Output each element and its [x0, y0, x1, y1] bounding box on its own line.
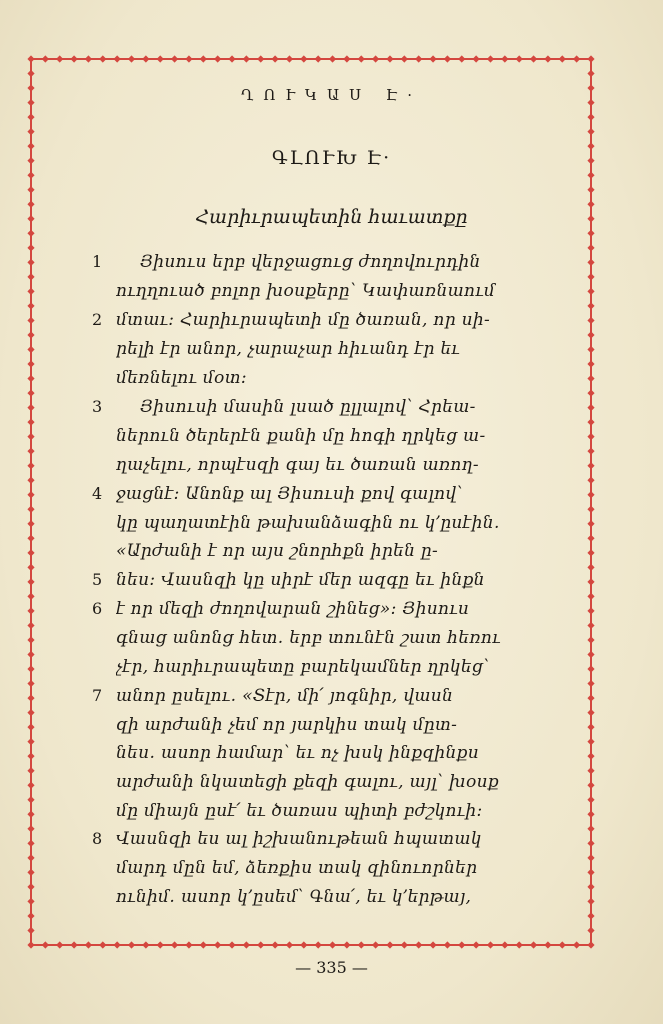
border-diamond	[587, 825, 594, 832]
border-diamond	[415, 55, 422, 62]
border-diamond	[27, 128, 34, 135]
border-diamond	[587, 724, 594, 731]
border-diamond	[530, 941, 537, 948]
border-diamond	[27, 636, 34, 643]
verse-number-8: 8	[92, 829, 103, 848]
text-line: նես․ ասոր համար՝ եւ ոչ խսկ ինքզինքս	[116, 743, 479, 763]
verse-number-3: 3	[92, 397, 103, 416]
border-diamond	[516, 941, 523, 948]
border-diamond	[386, 55, 393, 62]
section-title: Հարիւրապետին հաւատքը	[195, 206, 468, 228]
text-line: անոր ըսելու․ «Տէր, մի՛ յոգնիր, վասն	[116, 686, 454, 706]
border-diamond	[27, 840, 34, 847]
border-diamond	[587, 55, 594, 62]
border-diamond	[587, 273, 594, 280]
border-diamond	[587, 898, 594, 905]
verse-number-6: 6	[92, 599, 103, 618]
border-diamond	[587, 404, 594, 411]
border-diamond	[27, 578, 34, 585]
border-diamond	[587, 419, 594, 426]
border-diamond	[272, 941, 279, 948]
border-diamond	[587, 622, 594, 629]
border-diamond	[272, 55, 279, 62]
border-diamond	[27, 927, 34, 934]
border-diamond	[358, 941, 365, 948]
border-diamond	[587, 564, 594, 571]
text-line: Յիսուսի մասին լսած ըլլալով՝ Հրեա-	[140, 397, 476, 417]
border-diamond	[27, 535, 34, 542]
border-diamond	[587, 680, 594, 687]
border-diamond	[27, 520, 34, 527]
border-diamond	[200, 55, 207, 62]
border-diamond	[544, 941, 551, 948]
text-line: չէր, հարիւրապետը բարեկամներ ղրկեց՝	[116, 657, 490, 677]
border-diamond	[243, 55, 250, 62]
border-diamond	[228, 941, 235, 948]
border-diamond	[587, 854, 594, 861]
text-line: ղաչելու, որպէսզի գայ եւ ծառան առող-	[116, 455, 479, 475]
border-diamond	[587, 665, 594, 672]
border-diamond	[372, 941, 379, 948]
border-diamond	[401, 55, 408, 62]
border-diamond	[587, 506, 594, 513]
border-diamond	[27, 549, 34, 556]
border-diamond	[42, 941, 49, 948]
text-line: մտաւ։ Հարիւրապետի մը ծառան, որ սի-	[116, 310, 491, 330]
border-diamond	[286, 941, 293, 948]
border-diamond	[587, 912, 594, 919]
verse-number-5: 5	[92, 570, 103, 589]
text-line: մը միայն ըսէ՛ եւ ծառաս պիտի բժշկուի։	[116, 801, 483, 821]
border-diamond	[27, 825, 34, 832]
border-diamond	[587, 389, 594, 396]
border-diamond	[587, 535, 594, 542]
text-line: ներուն ծերերէն քանի մը հոգի ղրկեց ա-	[116, 426, 486, 446]
border-diamond	[587, 113, 594, 120]
border-diamond	[27, 607, 34, 614]
border-diamond	[85, 55, 92, 62]
border-diamond	[315, 941, 322, 948]
border-diamond	[444, 941, 451, 948]
border-diamond	[171, 55, 178, 62]
border-diamond	[85, 941, 92, 948]
border-diamond	[27, 564, 34, 571]
border-diamond	[27, 869, 34, 876]
border-diamond	[27, 360, 34, 367]
border-diamond	[358, 55, 365, 62]
border-diamond	[171, 941, 178, 948]
border-diamond	[444, 55, 451, 62]
border-diamond	[27, 317, 34, 324]
text-line: Վասնզի ես ալ իշխանութեան հպատակ	[116, 829, 482, 849]
border-diamond	[587, 753, 594, 760]
border-diamond	[473, 941, 480, 948]
border-diamond	[587, 360, 594, 367]
text-line: մեռնելու մօտ։	[116, 368, 247, 388]
border-diamond	[587, 346, 594, 353]
border-diamond	[473, 55, 480, 62]
text-line: ունիմ․ ասոր կ՚ըսեմ՝ Գնա՛, եւ կ՚երթայ,	[116, 887, 472, 907]
border-diamond	[142, 941, 149, 948]
border-diamond	[128, 55, 135, 62]
border-diamond	[27, 941, 34, 948]
border-diamond	[587, 128, 594, 135]
border-diamond	[559, 941, 566, 948]
border-diamond	[114, 941, 121, 948]
border-diamond	[300, 55, 307, 62]
border-diamond	[587, 433, 594, 440]
border-diamond	[27, 593, 34, 600]
border-diamond	[27, 346, 34, 353]
border-diamond	[27, 811, 34, 818]
border-diamond	[27, 651, 34, 658]
border-diamond	[587, 651, 594, 658]
border-diamond	[587, 811, 594, 818]
border-diamond	[214, 55, 221, 62]
border-diamond	[27, 186, 34, 193]
border-diamond	[27, 898, 34, 905]
border-diamond	[27, 767, 34, 774]
border-diamond	[27, 753, 34, 760]
border-diamond	[329, 941, 336, 948]
border-diamond	[27, 288, 34, 295]
border-diamond	[27, 433, 34, 440]
border-diamond	[27, 854, 34, 861]
border-diamond	[27, 448, 34, 455]
border-diamond	[27, 375, 34, 382]
border-diamond	[587, 317, 594, 324]
border-diamond	[157, 941, 164, 948]
border-diamond	[544, 55, 551, 62]
text-line: «Արժանի է որ այս շնորհքն իրեն ը-	[116, 541, 439, 561]
border-diamond	[587, 927, 594, 934]
text-line: մարդ մըն եմ, ձեռքիս տակ զինուորներ	[116, 858, 478, 878]
border-diamond	[27, 477, 34, 484]
border-diamond	[27, 70, 34, 77]
border-diamond	[27, 506, 34, 513]
text-line: արժանի նկատեցի քեզի գալու, այլ՝ խօսք	[116, 772, 499, 792]
border-diamond	[114, 55, 121, 62]
text-line: զի արժանի չեմ որ յարկիս տակ մըտ-	[116, 715, 458, 735]
border-diamond	[458, 941, 465, 948]
border-diamond	[27, 782, 34, 789]
border-diamond	[128, 941, 135, 948]
text-line: ջացնէ։ Անոնք ալ Յիսուսի քով գալով՝	[116, 484, 463, 504]
border-diamond	[27, 404, 34, 411]
border-diamond	[27, 113, 34, 120]
border-diamond	[587, 549, 594, 556]
border-diamond	[329, 55, 336, 62]
border-diamond	[587, 491, 594, 498]
border-diamond	[185, 941, 192, 948]
running-head: ՂՈՒԿԱՍ Է·	[240, 86, 423, 104]
border-diamond	[27, 331, 34, 338]
border-diamond	[142, 55, 149, 62]
border-diamond	[587, 738, 594, 745]
verse-number-1: 1	[92, 252, 103, 271]
border-diamond	[587, 883, 594, 890]
border-diamond	[587, 186, 594, 193]
border-diamond	[27, 491, 34, 498]
verse-number-4: 4	[92, 484, 103, 503]
border-diamond	[300, 941, 307, 948]
border-diamond	[42, 55, 49, 62]
border-diamond	[587, 578, 594, 585]
border-diamond	[587, 840, 594, 847]
page-number: — 335 —	[295, 958, 368, 977]
border-diamond	[27, 419, 34, 426]
border-diamond	[587, 636, 594, 643]
border-diamond	[587, 259, 594, 266]
verse-number-2: 2	[92, 310, 103, 329]
border-diamond	[27, 259, 34, 266]
border-diamond	[587, 694, 594, 701]
border-diamond	[587, 767, 594, 774]
border-diamond	[372, 55, 379, 62]
border-diamond	[27, 738, 34, 745]
border-diamond	[587, 302, 594, 309]
border-diamond	[27, 912, 34, 919]
border-diamond	[185, 55, 192, 62]
border-diamond	[587, 462, 594, 469]
border-diamond	[27, 665, 34, 672]
border-diamond	[587, 941, 594, 948]
border-diamond	[587, 172, 594, 179]
border-diamond	[587, 288, 594, 295]
text-line: Յիսուս երբ վերջացուց ժողովուրդին	[140, 252, 481, 272]
border-diamond	[530, 55, 537, 62]
text-line: է որ մեզի ժողովարան շինեց»։ Յիսուս	[116, 599, 470, 619]
border-diamond	[587, 782, 594, 789]
border-diamond	[257, 55, 264, 62]
border-diamond	[27, 244, 34, 251]
text-line: ուղղուած բոլոր խօսքերը՝ Կափառնաում	[116, 281, 496, 301]
border-diamond	[501, 55, 508, 62]
border-diamond	[587, 70, 594, 77]
border-diamond	[587, 477, 594, 484]
border-diamond	[458, 55, 465, 62]
border-diamond	[587, 607, 594, 614]
border-diamond	[56, 55, 63, 62]
border-diamond	[501, 941, 508, 948]
text-line: նես։ Վասնզի կը սիրէ մեր ազգը եւ ինքն	[116, 570, 485, 590]
border-diamond	[286, 55, 293, 62]
border-diamond	[27, 172, 34, 179]
border-diamond	[27, 724, 34, 731]
border-diamond	[27, 694, 34, 701]
border-diamond	[487, 55, 494, 62]
border-diamond	[27, 389, 34, 396]
border-diamond	[315, 55, 322, 62]
border-diamond	[587, 520, 594, 527]
text-line: րելի էր անոր, չարաչար հիւանդ էր եւ	[116, 339, 460, 359]
border-diamond	[27, 273, 34, 280]
border-diamond	[487, 941, 494, 948]
border-diamond	[386, 941, 393, 948]
border-diamond	[27, 622, 34, 629]
text-line: կը պաղատէին թախանձագին ու կ՚ըսէին․	[116, 513, 500, 533]
verse-number-7: 7	[92, 686, 103, 705]
border-diamond	[228, 55, 235, 62]
border-diamond	[27, 302, 34, 309]
border-diamond	[559, 55, 566, 62]
border-diamond	[587, 375, 594, 382]
border-diamond	[99, 55, 106, 62]
border-diamond	[27, 55, 34, 62]
border-diamond	[70, 941, 77, 948]
border-diamond	[200, 941, 207, 948]
border-diamond	[587, 331, 594, 338]
chapter-heading: ԳԼՈՒԽ Է·	[271, 147, 392, 169]
border-diamond	[56, 941, 63, 948]
border-diamond	[587, 230, 594, 237]
border-diamond	[429, 941, 436, 948]
border-diamond	[214, 941, 221, 948]
border-diamond	[587, 709, 594, 716]
border-diamond	[257, 941, 264, 948]
border-diamond	[27, 796, 34, 803]
border-diamond	[587, 448, 594, 455]
border-diamond	[27, 709, 34, 716]
border-diamond	[587, 796, 594, 803]
border-diamond	[99, 941, 106, 948]
border-diamond	[343, 55, 350, 62]
border-diamond	[243, 941, 250, 948]
border-diamond	[70, 55, 77, 62]
border-diamond	[429, 55, 436, 62]
border-diamond	[587, 593, 594, 600]
border-diamond	[157, 55, 164, 62]
border-diamond	[401, 941, 408, 948]
border-diamond	[27, 883, 34, 890]
border-diamond	[27, 230, 34, 237]
border-diamond	[587, 244, 594, 251]
border-diamond	[27, 462, 34, 469]
border-diamond	[573, 941, 580, 948]
border-diamond	[573, 55, 580, 62]
border-diamond	[516, 55, 523, 62]
border-diamond	[415, 941, 422, 948]
text-line: գնաց անոնց հետ․ երբ տունէն շատ հեռու	[116, 628, 501, 648]
border-diamond	[343, 941, 350, 948]
border-diamond	[587, 869, 594, 876]
border-diamond	[27, 680, 34, 687]
